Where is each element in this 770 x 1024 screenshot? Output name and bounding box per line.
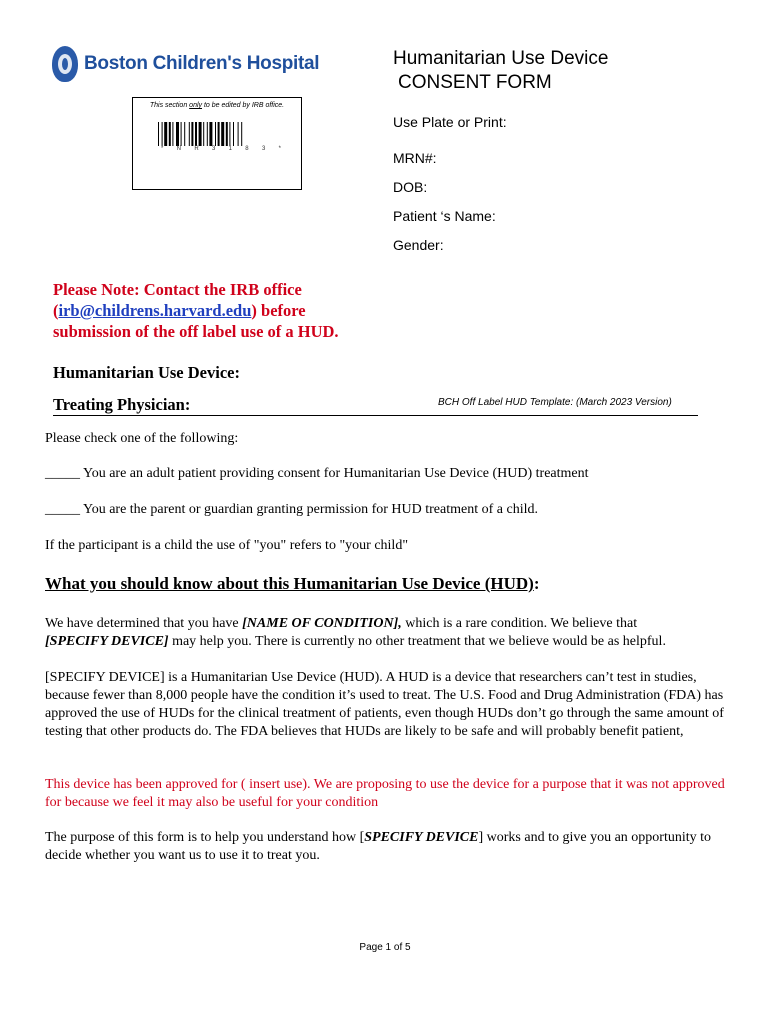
child-note: If the participant is a child the use of "you" refers to "your child" bbox=[45, 538, 409, 553]
mrn-label: MRN#: bbox=[393, 150, 437, 166]
hospital-logo bbox=[52, 46, 319, 82]
treating-physician-label: Treating Physician: bbox=[53, 395, 191, 414]
barcode-digit: 1 bbox=[228, 146, 232, 152]
barcode-digit: 3 bbox=[261, 146, 266, 152]
paragraph-condition: We have determined that you have [NAME OF CONDITION], which is a rare condition. We believe that [SPECIFY DEVICE] may help you. There is currently no other treatment that we believe would be as helpful. bbox=[45, 616, 666, 649]
irb-barcode-box bbox=[132, 97, 302, 190]
check-one-instruction: Please check one of the following: bbox=[45, 431, 239, 446]
barcode-digit: R bbox=[194, 146, 199, 152]
option-adult-consent: _____ You are an adult patient providing consent for Humanitarian Use Device (HUD) treatment bbox=[45, 466, 589, 481]
irb-email-link[interactable]: irb@childrens.harvard.edu bbox=[58, 301, 252, 320]
paragraph-hud-explanation: [SPECIFY DEVICE] is a Humanitarian Use Device (HUD). A HUD is a device that researchers can’t test in studies, because fewer than 8,000 people have the condition it’s used to treat. The U.S. Food and Drug Administration (FDA) has approved the use of HUDs for the clinical treatment of patients, even though HUDs don’t go through the same amount of testing that other products do. The FDA believes that HUDs are likely to be safe and will probably benefit patient, bbox=[45, 670, 724, 739]
patient-name-label: Patient ‘s Name: bbox=[393, 208, 496, 224]
form-title-line2: CONSENT FORM bbox=[398, 72, 552, 93]
paragraph-purpose: The purpose of this form is to help you understand how [SPECIFY DEVICE] works and to give you an opportunity to decide whether you want us to use it to treat you. bbox=[45, 830, 712, 863]
section-heading: What you should know about this Humanitarian Use Device (HUD): bbox=[45, 574, 540, 593]
irb-barcode-caption: This section only to be edited by IRB office. bbox=[149, 102, 285, 109]
paragraph-off-label-use: This device has been approved for ( insert use). We are proposing to use the device for a purpose that it was not approved for because we feel it may also be useful for your condition bbox=[45, 777, 725, 810]
barcode-digit: 8 bbox=[245, 146, 249, 152]
hospital-emblem-icon bbox=[52, 46, 78, 82]
dob-label: DOB: bbox=[393, 179, 428, 195]
barcode-digit: 3 bbox=[211, 146, 216, 152]
barcode-digit: N bbox=[176, 146, 181, 152]
divider bbox=[53, 415, 698, 416]
barcode-digit: * bbox=[278, 146, 281, 152]
template-version: BCH Off Label HUD Template: (March 2023 Version) bbox=[438, 397, 672, 408]
gender-label: Gender: bbox=[393, 237, 444, 253]
barcode-digits bbox=[161, 146, 281, 152]
barcode-icon bbox=[158, 122, 280, 146]
hospital-name: Boston Children's Hospital bbox=[84, 53, 320, 74]
form-title-line1: Humanitarian Use Device bbox=[393, 48, 609, 69]
use-plate-label: Use Plate or Print: bbox=[393, 114, 507, 130]
irb-note: Please Note: Contact the IRB office (irb@childrens.harvard.edu) before submission of the off label use of a HUD. bbox=[53, 280, 339, 341]
hud-label: Humanitarian Use Device: bbox=[53, 363, 240, 382]
option-parent-permission: _____ You are the parent or guardian granting permission for HUD treatment of a child. bbox=[45, 502, 538, 517]
page-number: Page 1 of 5 bbox=[359, 942, 411, 953]
barcode-digit: * bbox=[161, 146, 164, 152]
